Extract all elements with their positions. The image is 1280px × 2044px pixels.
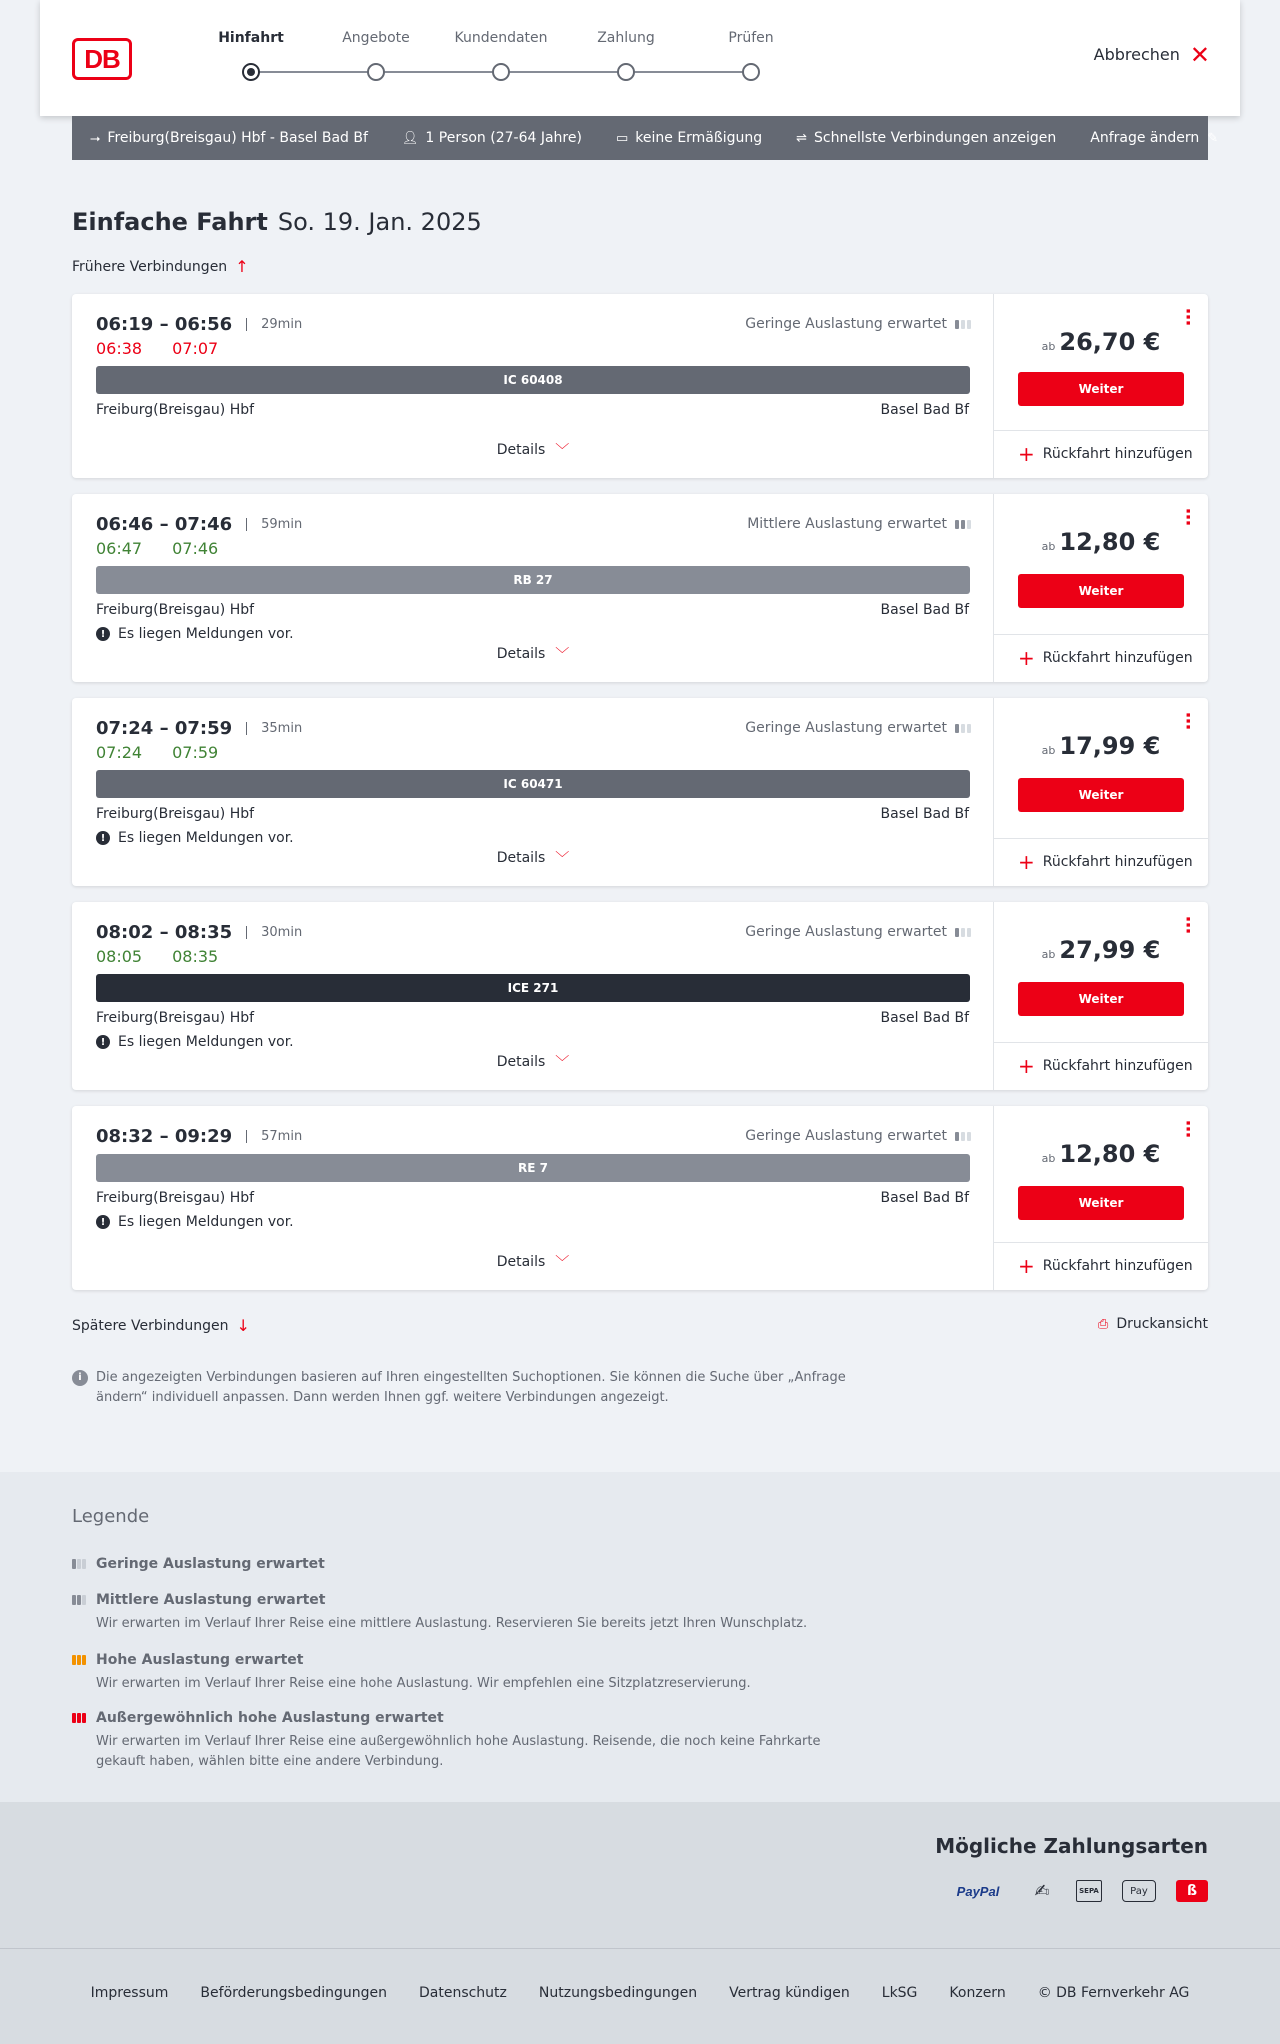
step-pruefen <box>686 30 816 50</box>
footer-link[interactable]: Beförderungsbedingungen <box>200 1985 387 2001</box>
step-zahlung <box>561 30 691 50</box>
details-toggle[interactable] <box>72 644 994 664</box>
price-panel <box>994 1106 1208 1290</box>
price-prefix: ab <box>1041 540 1056 553</box>
details-toggle[interactable] <box>72 848 994 868</box>
step-dot-active <box>242 63 260 81</box>
connection-card <box>72 494 1208 682</box>
occupancy-level-icon <box>72 1559 88 1569</box>
legend-item-header <box>72 1592 872 1608</box>
disruption-notice <box>96 830 294 846</box>
connection-details <box>72 294 994 478</box>
legend-item <box>72 1556 872 1572</box>
occupancy-bar <box>967 928 971 937</box>
alert-icon: ! <box>96 627 110 641</box>
price-panel <box>994 902 1208 1090</box>
scheduled-times: 07:24 – 07:59 <box>96 718 233 739</box>
more-options-icon[interactable]: ⋯ <box>1177 1120 1198 1136</box>
option-text: Schnellste Verbindungen anzeigen <box>814 130 1057 146</box>
connection-details <box>72 1106 994 1290</box>
add-return-label: Rückfahrt hinzufügen <box>1042 854 1193 870</box>
connections-list <box>72 294 1208 1306</box>
occupancy-indicator <box>745 316 971 332</box>
scheduled-times: 08:02 – 08:35 <box>96 922 233 943</box>
price <box>994 936 1208 964</box>
occupancy-icon <box>955 928 971 937</box>
legend-item-title: Außergewöhnlich hohe Auslastung erwartet <box>96 1710 444 1726</box>
legend-bar <box>82 1595 86 1605</box>
occupancy-level-icon <box>72 1713 88 1723</box>
disruption-notice <box>96 626 294 642</box>
arrival-station: Basel Bad Bf <box>880 402 969 418</box>
occupancy-indicator <box>745 1128 971 1144</box>
schedule-times <box>96 1126 302 1147</box>
occupancy-icon <box>955 1132 971 1141</box>
search-summary-bar <box>72 116 1219 160</box>
print-view-link[interactable] <box>1098 1316 1208 1332</box>
price <box>994 328 1208 356</box>
person-icon: 👤︎ <box>401 130 419 146</box>
connection-details <box>72 698 994 886</box>
disruption-notice <box>96 1214 294 1230</box>
legend-item-title: Hohe Auslastung erwartet <box>96 1652 304 1668</box>
duration: 57min <box>246 1130 302 1143</box>
occupancy-bar <box>967 724 971 733</box>
copyright: © DB Fernverkehr AG <box>1037 1985 1190 2001</box>
schedule-times <box>96 314 302 335</box>
footer-links <box>0 1985 1280 2001</box>
step-kundendaten <box>436 30 566 50</box>
edit-request-button[interactable] <box>1090 130 1218 146</box>
occupancy-text: Geringe Auslastung erwartet <box>745 1128 947 1144</box>
payment-icons <box>948 1880 1208 1902</box>
price-value: 12,80 € <box>1059 528 1161 556</box>
cancel-button[interactable] <box>1093 40 1210 69</box>
step-dot <box>492 63 510 81</box>
discount-text: keine Ermäßigung <box>635 130 763 146</box>
details-toggle[interactable] <box>72 1052 994 1072</box>
more-options-icon[interactable]: ⋯ <box>1177 308 1198 324</box>
pencil-icon: ✎ <box>1207 130 1219 146</box>
occupancy-level-icon <box>72 1595 88 1605</box>
arrival-station: Basel Bad Bf <box>880 1190 969 1206</box>
occupancy-icon <box>955 320 971 329</box>
departure-station: Freiburg(Breisgau) Hbf <box>96 602 255 618</box>
schedule-times <box>96 514 302 535</box>
step-dot <box>742 63 760 81</box>
departure-station: Freiburg(Breisgau) Hbf <box>96 1010 255 1026</box>
occupancy-bar <box>955 724 959 733</box>
legend-item-header <box>72 1556 872 1572</box>
connection-details <box>72 494 994 682</box>
legend-bar <box>82 1655 86 1665</box>
occupancy-bar <box>955 520 959 529</box>
earlier-connections-link[interactable] <box>72 257 249 276</box>
legend-title: Legende <box>72 1506 150 1527</box>
db-bonus-icon: ß <box>1176 1880 1208 1902</box>
route-text: Freiburg(Breisgau) Hbf - Basel Bad Bf <box>107 130 368 146</box>
occupancy-text: Geringe Auslastung erwartet <box>745 720 947 736</box>
legend-bar <box>82 1559 86 1569</box>
divider <box>994 634 1208 635</box>
legend-item <box>72 1710 872 1772</box>
occupancy-bar <box>961 320 965 329</box>
add-return-trip-button[interactable] <box>1018 850 1193 874</box>
continue-button[interactable]: Weiter <box>1018 778 1184 812</box>
price <box>994 1140 1208 1168</box>
legend-bar <box>77 1655 81 1665</box>
duration: 29min <box>246 318 302 331</box>
close-icon: ✕ <box>1189 40 1210 69</box>
arrival-station: Basel Bad Bf <box>880 602 969 618</box>
details-label: Details <box>496 850 546 866</box>
departure-station: Freiburg(Breisgau) Hbf <box>96 402 255 418</box>
plus-icon: + <box>1018 442 1035 466</box>
occupancy-indicator <box>745 720 971 736</box>
price-panel <box>994 698 1208 886</box>
print-label: Druckansicht <box>1116 1316 1208 1332</box>
add-return-trip-button[interactable] <box>1018 1054 1193 1078</box>
footer-link[interactable]: Datenschutz <box>418 1985 507 2001</box>
details-label: Details <box>496 646 546 662</box>
occupancy-icon <box>955 724 971 733</box>
train-name: RE 7 <box>518 1161 548 1175</box>
realtime-departure: 06:47 <box>96 539 143 558</box>
footer <box>0 1948 1280 2044</box>
add-return-label: Rückfahrt hinzufügen <box>1042 650 1193 666</box>
details-label: Details <box>496 1254 546 1270</box>
connection-details <box>72 902 994 1090</box>
train-name: RB 27 <box>513 573 553 587</box>
filter-icon: ⇌ <box>796 130 808 146</box>
realtime-departure: 07:24 <box>96 743 143 762</box>
price-panel <box>994 494 1208 682</box>
step-hinfahrt[interactable] <box>186 30 316 50</box>
more-options-icon[interactable]: ⋯ <box>1177 712 1198 728</box>
legend-bar <box>72 1713 76 1723</box>
disruption-notice <box>96 1034 294 1050</box>
occupancy-bar <box>961 520 965 529</box>
occupancy-icon <box>955 520 971 529</box>
more-options-icon[interactable]: ⋯ <box>1177 916 1198 932</box>
price-value: 17,99 € <box>1059 732 1161 760</box>
printer-icon: ⎙ <box>1097 1316 1109 1332</box>
legend-bar <box>77 1713 81 1723</box>
occupancy-text: Mittlere Auslastung erwartet <box>747 516 947 532</box>
legend-item <box>72 1592 872 1634</box>
later-connections-link[interactable] <box>72 1316 250 1335</box>
train-bar[interactable] <box>96 770 970 798</box>
scheduled-times: 06:19 – 06:56 <box>96 314 233 335</box>
divider <box>994 1242 1208 1243</box>
occupancy-bar <box>967 320 971 329</box>
legend-item-desc: Wir erwarten im Verlauf Ihrer Reise eine mittlere Auslastung. Reservieren Sie bereits jetzt Ihren Wunschplatz. <box>96 1616 808 1631</box>
chevron-down-icon: ﹀ <box>555 1255 570 1271</box>
occupancy-indicator <box>745 924 971 940</box>
realtime-arrival: 07:07 <box>172 339 219 358</box>
continue-button[interactable]: Weiter <box>1018 982 1184 1016</box>
occupancy-bar <box>961 1132 965 1141</box>
payment-title: Mögliche Zahlungsarten <box>935 1834 1208 1858</box>
add-return-label: Rückfahrt hinzufügen <box>1042 1058 1193 1074</box>
train-bar[interactable] <box>96 366 970 394</box>
footer-link[interactable]: Nutzungsbedingungen <box>538 1985 698 2001</box>
passengers-text: 1 Person (27-64 Jahre) <box>425 130 582 146</box>
add-return-label: Rückfahrt hinzufügen <box>1042 1258 1193 1274</box>
price-value: 26,70 € <box>1059 328 1161 356</box>
occupancy-bar <box>967 520 971 529</box>
occupancy-bar <box>955 1132 959 1141</box>
price-prefix: ab <box>1041 1152 1056 1165</box>
realtime-times <box>96 539 218 558</box>
footer-link[interactable]: Konzern <box>949 1985 1006 2001</box>
chevron-down-icon: ﹀ <box>555 647 570 663</box>
plus-icon: + <box>1018 1054 1035 1078</box>
connection-card <box>72 1106 1208 1290</box>
occupancy-indicator <box>747 516 971 532</box>
train-bar[interactable] <box>96 566 970 594</box>
notice-text: Es liegen Meldungen vor. <box>118 1034 294 1050</box>
plus-icon: + <box>1018 646 1035 670</box>
legend-item <box>72 1652 872 1694</box>
continue-button[interactable]: Weiter <box>1018 574 1184 608</box>
legend-section <box>0 1472 1280 1802</box>
add-return-label: Rückfahrt hinzufügen <box>1042 446 1193 462</box>
more-options-icon[interactable]: ⋯ <box>1177 508 1198 524</box>
arrival-station: Basel Bad Bf <box>880 806 969 822</box>
occupancy-bar <box>967 1132 971 1141</box>
connection-card <box>72 294 1208 478</box>
chevron-down-icon: ﹀ <box>555 443 570 459</box>
schedule-times <box>96 718 302 739</box>
price-prefix: ab <box>1041 948 1056 961</box>
legend-item-title: Geringe Auslastung erwartet <box>96 1556 325 1572</box>
footer-link[interactable]: LkSG <box>881 1985 918 2001</box>
plus-icon: + <box>1018 1254 1035 1278</box>
realtime-arrival: 07:46 <box>172 539 219 558</box>
realtime-times <box>96 743 218 762</box>
cancel-label: Abbrechen <box>1093 45 1180 64</box>
divider <box>994 430 1208 431</box>
step-dot <box>367 63 385 81</box>
duration: 30min <box>246 926 302 939</box>
step-dot <box>617 63 635 81</box>
price-panel <box>994 294 1208 478</box>
earlier-label: Frühere Verbindungen <box>72 258 228 275</box>
later-label: Spätere Verbindungen <box>72 1317 229 1334</box>
train-name: IC 60408 <box>503 373 563 387</box>
legend-bar <box>72 1655 76 1665</box>
details-toggle[interactable] <box>72 440 994 460</box>
details-toggle[interactable] <box>72 1252 994 1272</box>
legend-item-desc: Wir erwarten im Verlauf Ihrer Reise eine hohe Auslastung. Wir empfehlen eine Sitzplatzreservierung. <box>96 1676 751 1691</box>
add-return-trip-button[interactable] <box>1018 442 1193 466</box>
page-title <box>72 208 482 236</box>
realtime-times <box>96 947 218 966</box>
legend-bar <box>72 1595 76 1605</box>
legend-item-desc: Wir erwarten im Verlauf Ihrer Reise eine außergewöhnlich hohe Auslastung. Reisende, die noch keine Fahrkarte gekauft haben, wählen bitte eine andere Verbindung. <box>96 1734 821 1769</box>
legend-bar <box>77 1595 81 1605</box>
plus-icon: + <box>1018 850 1035 874</box>
arrow-right-icon: ⭢ <box>90 130 101 146</box>
notice-text: Es liegen Meldungen vor. <box>118 830 294 846</box>
arrow-up-icon: ↑ <box>235 257 249 276</box>
divider <box>994 838 1208 839</box>
db-logo[interactable]: DB <box>72 38 132 80</box>
duration: 35min <box>246 722 302 735</box>
sepa-icon: SEPA <box>1076 1880 1102 1902</box>
info-text: Die angezeigten Verbindungen basieren auf Ihren eingestellten Suchoptionen. Sie können die Suche über „Anfrage ändern“ individuell anpassen. Dann werden Ihnen ggf. weitere Verbindungen angezeigt. <box>96 1370 846 1405</box>
summary-option <box>796 130 1056 146</box>
notice-text: Es liegen Meldungen vor. <box>118 626 294 642</box>
price <box>994 732 1208 760</box>
alert-icon: ! <box>96 1215 110 1229</box>
step-label: Angebote <box>342 30 410 46</box>
realtime-departure: 06:38 <box>96 339 143 358</box>
continue-button[interactable]: Weiter <box>1018 372 1184 406</box>
trip-type: Einfache Fahrt <box>72 208 268 236</box>
train-bar[interactable] <box>96 974 970 1002</box>
realtime-arrival: 07:59 <box>172 743 219 762</box>
notice-text: Es liegen Meldungen vor. <box>118 1214 294 1230</box>
arrow-down-icon: ↓ <box>236 1316 250 1335</box>
credit-card-icon: ✍︎ <box>1034 1880 1050 1902</box>
alert-icon: ! <box>96 831 110 845</box>
summary-passengers <box>402 130 582 146</box>
price <box>994 528 1208 556</box>
connection-card <box>72 902 1208 1090</box>
add-return-trip-button[interactable] <box>1018 646 1193 670</box>
scheduled-times: 08:32 – 09:29 <box>96 1126 233 1147</box>
divider <box>994 1042 1208 1043</box>
step-angebote <box>311 30 441 50</box>
duration: 59min <box>246 518 302 531</box>
step-label: Zahlung <box>597 30 655 46</box>
occupancy-bar <box>961 928 965 937</box>
details-label: Details <box>496 1054 546 1070</box>
departure-station: Freiburg(Breisgau) Hbf <box>96 806 255 822</box>
summary-discount <box>616 130 762 146</box>
price-prefix: ab <box>1041 340 1056 353</box>
connection-card <box>72 698 1208 886</box>
step-label: Hinfahrt <box>218 30 284 46</box>
booking-header <box>40 0 1240 116</box>
chevron-down-icon: ﹀ <box>555 851 570 867</box>
legend-item-title: Mittlere Auslastung erwartet <box>96 1592 326 1608</box>
alert-icon: ! <box>96 1035 110 1049</box>
train-name: ICE 271 <box>507 981 559 995</box>
train-bar[interactable] <box>96 1154 970 1182</box>
occupancy-bar <box>961 724 965 733</box>
info-icon: i <box>72 1370 88 1386</box>
step-label: Kundendaten <box>454 30 548 46</box>
search-info-note <box>72 1368 852 1408</box>
footer-link[interactable]: Vertrag kündigen <box>729 1985 850 2001</box>
summary-route <box>90 130 368 146</box>
paypal-icon: PayPal <box>956 1883 1000 1899</box>
departure-station: Freiburg(Breisgau) Hbf <box>96 1190 255 1206</box>
edit-request-label: Anfrage ändern <box>1090 130 1200 146</box>
legend-bar <box>82 1713 86 1723</box>
occupancy-bar <box>955 320 959 329</box>
legend-item-header <box>72 1652 872 1668</box>
footer-link[interactable]: Impressum <box>90 1985 169 2001</box>
occupancy-bar <box>955 928 959 937</box>
chevron-down-icon: ﹀ <box>555 1055 570 1071</box>
payment-methods-section <box>0 1802 1280 1948</box>
price-prefix: ab <box>1041 744 1056 757</box>
occupancy-text: Geringe Auslastung erwartet <box>745 316 947 332</box>
train-name: IC 60471 <box>503 777 563 791</box>
scheduled-times: 06:46 – 07:46 <box>96 514 233 535</box>
apple-pay-label: Pay <box>1130 1885 1148 1897</box>
continue-button[interactable]: Weiter <box>1018 1186 1184 1220</box>
legend-bar <box>77 1559 81 1569</box>
realtime-arrival: 08:35 <box>172 947 219 966</box>
legend-item-header <box>72 1710 872 1726</box>
travel-date: So. 19. Jan. 2025 <box>277 208 482 236</box>
realtime-times <box>96 339 218 358</box>
details-label: Details <box>496 442 546 458</box>
schedule-times <box>96 922 302 943</box>
realtime-departure: 08:05 <box>96 947 143 966</box>
legend-bar <box>72 1559 76 1569</box>
price-value: 12,80 € <box>1059 1140 1161 1168</box>
arrival-station: Basel Bad Bf <box>880 1010 969 1026</box>
occupancy-level-icon <box>72 1655 88 1665</box>
price-value: 27,99 € <box>1059 936 1161 964</box>
step-label: Prüfen <box>728 30 774 46</box>
add-return-trip-button[interactable] <box>1018 1254 1193 1278</box>
card-icon: ▭ <box>615 130 629 146</box>
progress-stepper <box>160 30 774 90</box>
apple-pay-icon <box>1122 1880 1156 1902</box>
occupancy-text: Geringe Auslastung erwartet <box>745 924 947 940</box>
